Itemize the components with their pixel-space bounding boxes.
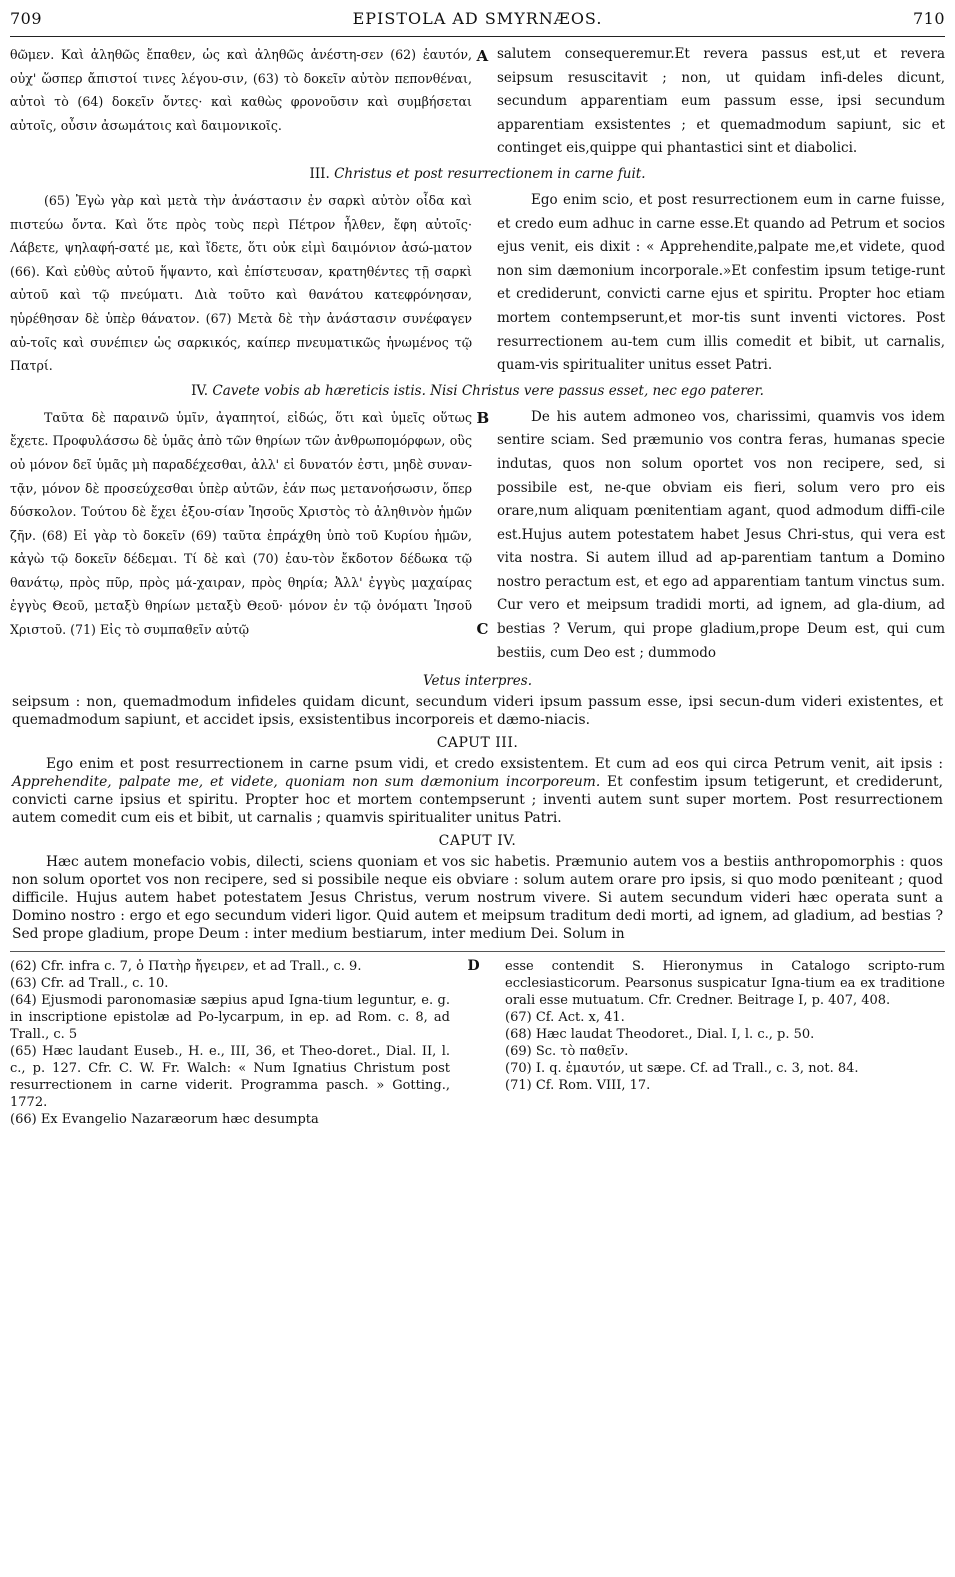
vetus-interpres-heading: Vetus interpres.	[422, 673, 533, 690]
greek-paragraph: Ταῦτα δὲ παραινῶ ὑμῖν, ἀγαπητοί, εἰδώς, ὅτι καὶ ὑμεῖς οὕτως ἔχετε. Προφυλάσσω δὲ ὑμᾶς ἀπὸ τῶν θηρίων τῶν ἀνθρωπομόρφων, οὓς οὐ μόνον δεῖ ὑμᾶς μὴ παραδέχεσθαι, ἀλλ' εἰ δυνατόν ἐστι, μηδὲ συναν-τᾷν, μόνον δὲ προσεύχεσθαι ὑπὲρ αὐτῶν, ἐάν πως μετανοήσωσιν, ὅπερ δύσκολον. Τούτου δὲ ἔχει ἐξου-σίαν Ἰησοῦς Χριστὸς τὸ ἀληθινὸν ἡμῶν ζῆν. (68) Εἰ γὰρ τὸ δοκεῖν (69) ταῦτα ἐπράχθη ὑπὸ τοῦ Κυρίου ἡμῶν, κἀγὼ τῷ δοκεῖν δέδεμαι. Τί δὲ καὶ (70) ἑαυ-τὸν ἔκδοτον δέδωκα τῷ θανάτῳ, πρὸς πῦρ, πρὸς μά-χαιραν, πρὸς θηρία; Ἀλλ' ἐγγὺς μαχαίρας ἐγγὺς Θεοῦ, μεταξὺ θηρίων μεταξὺ Θεοῦ· μόνον ἐν τῷ ὀνόματι Ἰησοῦ Χριστοῦ. (71) Εἰς τὸ συμπαθεῖν αὐτῷ	[10, 409, 472, 638]
latin-paragraph: Ego enim scio, et post resurrectionem eum in carne fuisse, et credo eum adhuc in carne esse.Et quando ad Petrum et socios ejus venit, eis dixit : « Apprehendite,palpate me,et videte, quod non sim dæmonium incorporale.»Et confestim ipsum tetige-runt et crediderunt, convicti carne ejus et spiritu. Propter hoc etiam mortem contempserunt,et mor-tis sunt inventi victores. Post resurrectionem au-tem cum illis comedit et bibit, ut carnalis, quam-vis spiritualiter unitus esset Patri.	[497, 191, 945, 374]
marker-c: C	[476, 619, 489, 638]
latin-column	[497, 43, 945, 161]
footnote-divider	[10, 951, 945, 952]
vetus-interpres-text	[10, 693, 945, 943]
footnote-66: (66) Ex Evangelio Nazaræorum hæc desumpta	[10, 1112, 319, 1128]
section-heading-3	[10, 163, 945, 185]
latin-column	[497, 406, 945, 666]
footnote-66-cont: esse contendit S. Hieronymus in Catalogo scripto-rum ecclesiasticorum. Pearsonus suspicatur Igna-tium ea ex traditione orali esse mutuatum. Cfr. Credner. Beitrage I, p. 407, 408.	[505, 959, 945, 1009]
footnote-69: (69) Sc. τὸ παθεῖν.	[505, 1044, 629, 1060]
margin-marker	[473, 43, 497, 161]
right-page-number: 710	[912, 8, 945, 28]
footnote-65: (65) Hæc laudant Euseb., H. e., III, 36, et Theo-doret., Dial. II, l. c., p. 127. Cfr. C. W. Fr. Walch: « Num Ignatius Christum post resurrectionem in carne viderit. Programma pasch. » Gotting., 1772.	[10, 1044, 450, 1111]
footnotes-left	[10, 958, 450, 1128]
greek-column	[10, 43, 472, 161]
vetus-intro: seipsum : non, quemadmodum infideles quidam dicunt, secundum videri ipsum passum esse, ipsi secun-dum videri existentes, et quemadmodum sapiunt, et accidet ipsis, exsistentibus incorporeis et dæmo-niacis.	[12, 694, 943, 729]
section-heading-4	[10, 380, 945, 402]
section-title: Christus et post resurrectionem in carne fuit.	[334, 165, 646, 182]
footnote-63: (63) Cfr. ad Trall., c. 10.	[10, 976, 169, 992]
section-number: IV.	[191, 382, 209, 399]
footnote-68: (68) Hæc laudat Theodoret., Dial. I, l. c., p. 50.	[505, 1027, 815, 1043]
caput-3-text-b: Et confestim ipsum tetigerunt, et crediderunt, convicti carne ipsius et spiritu. Propter hoc et mortem contempserunt ; inventi autem sunt super mortem. Post resurrectionem autem comedit cum eis et bibit, ut carnalis ; quamvis spiritualiter unitus Patri.	[12, 774, 943, 827]
latin-column	[497, 189, 945, 378]
caput-3-heading: CAPUT III.	[436, 735, 519, 752]
footnote-67: (67) Cf. Act. x, 41.	[505, 1010, 625, 1026]
greek-paragraph: (65) Ἐγὼ γὰρ καὶ μετὰ τὴν ἀνάστασιν ἐν σαρκὶ αὐτὸν οἶδα καὶ πιστεύω ὄντα. Καὶ ὅτε πρὸς τοὺς περὶ Πέτρον ἦλθεν, ἔφη αὐτοῖς· Λάβετε, ψηλαφή-σατέ με, καὶ ἴδετε, ὅτι οὐκ εἰμὶ δαιμόνιον ἀσώ-ματον (66). Καὶ εὐθὺς αὐτοῦ ἥψαντο, καὶ ἐπίστευσαν, κρατηθέντες τῇ σαρκὶ αὐτοῦ καὶ τῷ πνεύματι. Διὰ τοῦτο καὶ θανάτου κατεφρόνησαν, ηὑρέθησαν δὲ ὑπὲρ θάνατον. (67) Μετὰ δὲ τὴν ἀνάστασιν συνέφαγεν αὐ-τοῖς καὶ συνέπιεν ὡς σαρκικός, καίπερ πνευματικῶς ἡνωμένος τῷ Πατρί.	[10, 192, 472, 374]
greek-column	[10, 189, 472, 378]
caput-4-heading: CAPUT IV.	[438, 833, 517, 850]
footnote-64: (64) Ejusmodi paronomasiæ sæpius apud Igna-tium leguntur, e. g. in inscriptione epistolæ ad Po-lycarpum, in ep. ad Rom. c. 8, ad Trall., c. 5	[10, 993, 450, 1043]
footnote-62: (62) Cfr. infra c. 7, ὁ Πατὴρ ἤγειρεν, et ad Trall., c. 9.	[10, 959, 362, 975]
left-page-number: 709	[10, 8, 43, 28]
running-header	[10, 0, 945, 37]
caput-3-quote: Apprehendite, palpate me, et videte, quoniam non sum dæmonium incorporeum.	[12, 774, 601, 791]
footnote-71: (71) Cf. Rom. VIII, 17.	[505, 1078, 651, 1094]
footnotes	[10, 958, 945, 1128]
latin-paragraph: salutem consequeremur.Et revera passus est,ut et revera seipsum resuscitavit ; non, ut quidam infi-deles dicunt, secundum apparentiam eum passum esse, ipsi secundum apparentiam exsistentes ; et quemadmodum sapiunt, sic et continget eis,quippe qui phantastici sint et diabolici.	[497, 46, 945, 157]
marker-a: A	[476, 47, 489, 65]
margin-marker	[473, 406, 497, 666]
footnotes-right	[505, 958, 945, 1128]
section-title: Cavete vobis ab hæreticis istis. Nisi Christus vere passus esset, nec ego paterer.	[212, 382, 764, 399]
margin-marker	[468, 958, 488, 1128]
latin-paragraph: De his autem admoneo vos, charissimi, quamvis vos idem sentire sciam. Sed præmunio vos contra feras, humanas specie indutas, quos non solum oportet vos non recipere, sed, si possibile est, ne-que obviam eis fieri, solum vero pro eis orare,num aliquam pœnitentiam agant, quod admodum diffi-cile est.Hujus autem potestatem habet Jesus Chri-stus, qui vera est vita nostra. Si autem illud ad ap-parentiam tantum a Domino nostro peractum est, et ego ad apparentiam tantum vinctus sum. Cur vero et meipsum tradidi morti, ad ignem, ad gla-dium, ad bestias ? Verum, qui prope gladium,prope Deum est, qui cum bestiis, cum Deo est ; dummodo	[497, 408, 945, 661]
caput-3-text	[12, 755, 943, 827]
running-title: EPISTOLA AD SMYRNÆOS.	[352, 8, 603, 28]
greek-paragraph: θῶμεν. Καὶ ἀληθῶς ἔπαθεν, ὡς καὶ ἀληθῶς ἀνέστη-σεν (62) ἑαυτόν, οὐχ' ὥσπερ ἄπιστοί τινες λέγου-σιν, (63) τὸ δοκεῖν αὐτὸν πεπονθέναι, αὐτοὶ τὸ (64) δοκεῖν ὄντες· καὶ καθὼς φρονοῦσιν καὶ συμβήσεται αὐτοῖς, οὖσιν ἀσωμάτοις καὶ δαιμονικοῖς.	[10, 47, 472, 133]
margin-marker	[473, 189, 497, 427]
block-opening	[10, 43, 945, 161]
caput-3-text-a: Ego enim et post resurrectionem in carne psum vidi, et credo exsistentem. Et cum ad eos qui circa Petrum venit, ait ipsis :	[46, 756, 943, 773]
caput-4-text: Hæc autem monefacio vobis, dilecti, sciens quoniam et vos sic habetis. Præmunio autem vos a bestiis anthropomorphis : quos non solum oportet vos non recipere, sed si possibile neque eis obviare : solum autem orare pro ipsis, si quo modo pœniteant ; quod difficile. Hujus autem habet potestatem Jesus Christus, verum nostrum vivere. Si autem secundum videri hæc operata sunt a Domino nostro : ergo et ego secundum videri ligor. Quid autem et meipsum traditum dedi morti, ad ignem, ad gladium, ad bestias ? Sed prope gladium, prope Deum : inter medium bestiarum, inter medium Dei. Solum in	[12, 854, 943, 943]
marker-b: B	[476, 408, 490, 427]
footnote-70: (70) I. q. ἐμαυτόν, ut sæpe. Cf. ad Trall., c. 3, not. 84.	[505, 1061, 859, 1077]
section-number: III.	[309, 165, 330, 182]
block-section-4	[10, 406, 945, 666]
greek-column	[10, 406, 472, 666]
marker-d: D	[467, 958, 480, 975]
